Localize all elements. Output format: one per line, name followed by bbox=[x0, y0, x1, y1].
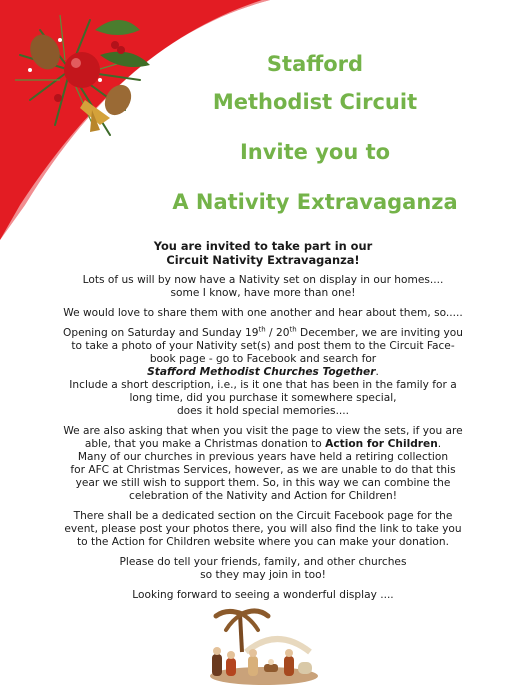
paragraph-closing: Looking forward to seeing a wonderful display .... bbox=[132, 589, 394, 601]
nativity-scene-icon bbox=[202, 604, 318, 688]
invitation-body bbox=[26, 240, 500, 609]
paragraph-donation: We are also asking that when you visit the page to view the sets, if you are able, that you make a Christmas donation to Action for Children. Many of our churches in previous years have held a retiring collection for AFC at Christmas Services, however, as we are unable to do that this year we still wish to support them. So, in this way we can combine the celebration of the Nativity and Action for Children! bbox=[63, 425, 463, 502]
charity-name: Action for Children bbox=[325, 438, 438, 450]
paragraph-nativity-sets: Lots of us will by now have a Nativity set on display in our homes.... some I know, have more than one! bbox=[82, 274, 444, 299]
paragraph-opening: Opening on Saturday and Sunday 19th / 20th December, we are inviting you to take a photo of your Nativity set(s) and post them to the Circuit Face- book page - go to Facebook and search for Stafford Methodist Churches Together. Include a short description, i.e., is it one that has been in the family for a long time, did you purchase it somewhere special, does it hold special memories.... bbox=[63, 325, 463, 417]
title-line-circuit: Methodist Circuit bbox=[212, 90, 418, 114]
paragraph-share: We would love to share them with one another and hear about them, so..... bbox=[63, 307, 463, 319]
title-line-extravaganza: A Nativity Extravaganza bbox=[172, 190, 458, 214]
title-line-invite: Invite you to bbox=[239, 140, 391, 164]
facebook-group-name: Stafford Methodist Churches Together bbox=[147, 366, 376, 378]
paragraph-facebook-section: There shall be a dedicated section on the Circuit Facebook page for the event, please post your photos there, you will also find the link to take you to the Action for Children website where you can make your donation. bbox=[64, 510, 462, 548]
paragraph-tell-friends: Please do tell your friends, family, and other churches so they may join in too! bbox=[119, 556, 407, 581]
title-line-stafford: Stafford bbox=[266, 52, 364, 76]
body-heading: You are invited to take part in our Circuit Nativity Extravaganza! bbox=[153, 239, 373, 267]
